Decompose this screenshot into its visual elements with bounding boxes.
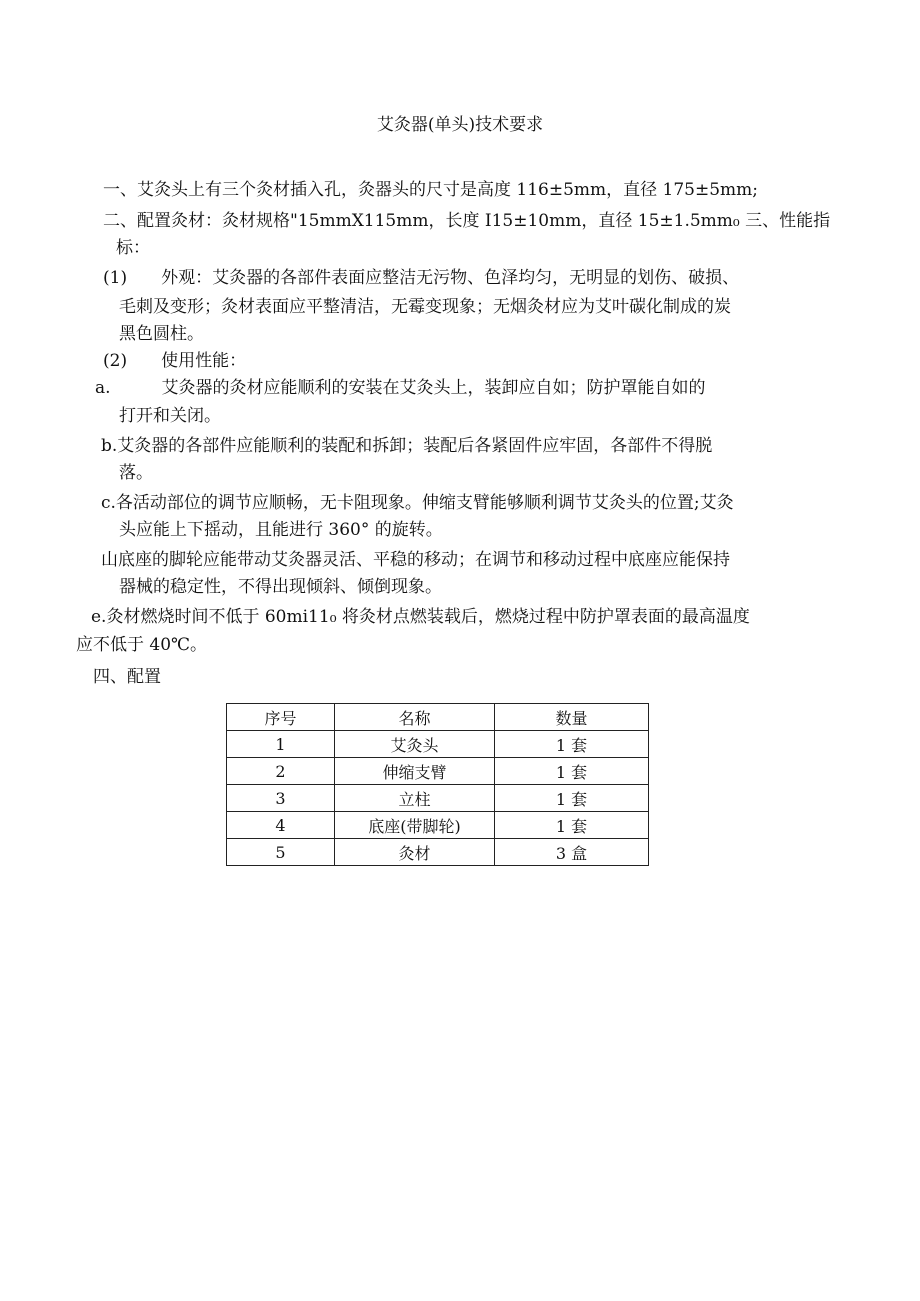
table-row (227, 839, 649, 866)
text-line-6: 黑色圆柱。 (119, 324, 204, 344)
table-cell: 1 套 (495, 785, 649, 812)
table-cell: 1 套 (495, 758, 649, 785)
text-line-8: a. 艾灸器的灸材应能顺利的安装在艾灸头上，装卸应自如；防护罩能自如的 (95, 378, 706, 398)
table-cell: 艾灸头 (335, 731, 495, 758)
table-cell: 3 (227, 785, 335, 812)
table-cell: 4 (227, 812, 335, 839)
table-row (227, 785, 649, 812)
text-line-5: 毛刺及变形；灸材表面应平整清洁，无霉变现象；无烟灸材应为艾叶碳化制成的炭 (119, 297, 731, 317)
table-cell: 1 套 (495, 731, 649, 758)
text-line-15: 器械的稳定性，不得出现倾斜、倾倒现象。 (119, 577, 442, 597)
document-title: 艾灸器(单头)技术要求 (376, 115, 544, 135)
table-row (227, 758, 649, 785)
table-cell: 伸缩支臂 (335, 758, 495, 785)
text-line-1: 一、艾灸头上有三个灸材插入孔，灸器头的尺寸是高度 116±5mm，直径 175±5mm; (103, 180, 759, 200)
text-line-17: 应不低于 40℃。 (76, 635, 208, 655)
table-cell: 立柱 (335, 785, 495, 812)
table-cell: 1 套 (495, 812, 649, 839)
table-header-cell: 名称 (335, 704, 495, 731)
text-line-10: b.艾灸器的各部件应能顺利的装配和拆卸；装配后各紧固件应牢固，各部件不得脱 (101, 436, 713, 456)
table-header-cell: 序号 (227, 704, 335, 731)
text-line-14: 山底座的脚轮应能带动艾灸器灵活、平稳的移动；在调节和移动过程中底座应能保持 (101, 550, 730, 570)
table-cell: 5 (227, 839, 335, 866)
text-line-2: 二、配置灸材：灸材规格"15mmX115mm，长度 I15±10mm，直径 15±1.5mm₀ 三、性能指 (103, 211, 831, 231)
text-line-18: 四、配置 (93, 667, 161, 687)
table-row (227, 731, 649, 758)
text-line-3: 标： (116, 238, 150, 258)
text-line-9: 打开和关闭。 (119, 406, 221, 426)
text-line-12: c.各活动部位的调节应顺畅，无卡阻现象。伸缩支臂能够顺利调节艾灸头的位置;艾灸 (101, 493, 734, 513)
table-cell: 1 (227, 731, 335, 758)
table-cell: 2 (227, 758, 335, 785)
table-cell: 3 盒 (495, 839, 649, 866)
table-cell: 灸材 (335, 839, 495, 866)
text-line-16: e.灸材燃烧时间不低于 60mi11₀ 将灸材点燃装载后，燃烧过程中防护罩表面的最高温度 (91, 607, 750, 627)
table-cell: 底座(带脚轮) (335, 812, 495, 839)
text-line-11: 落。 (119, 463, 153, 483)
table-row (227, 812, 649, 839)
table-header-cell: 数量 (495, 704, 649, 731)
text-line-4: (1) 外观：艾灸器的各部件表面应整洁无污物、色泽均匀，无明显的划伤、破损、 (103, 268, 740, 288)
config-table (226, 703, 649, 866)
table-header-row (227, 704, 649, 731)
text-line-7: (2) 使用性能： (103, 351, 247, 371)
text-line-13: 头应能上下摇动，且能进行 360° 的旋转。 (119, 520, 443, 540)
